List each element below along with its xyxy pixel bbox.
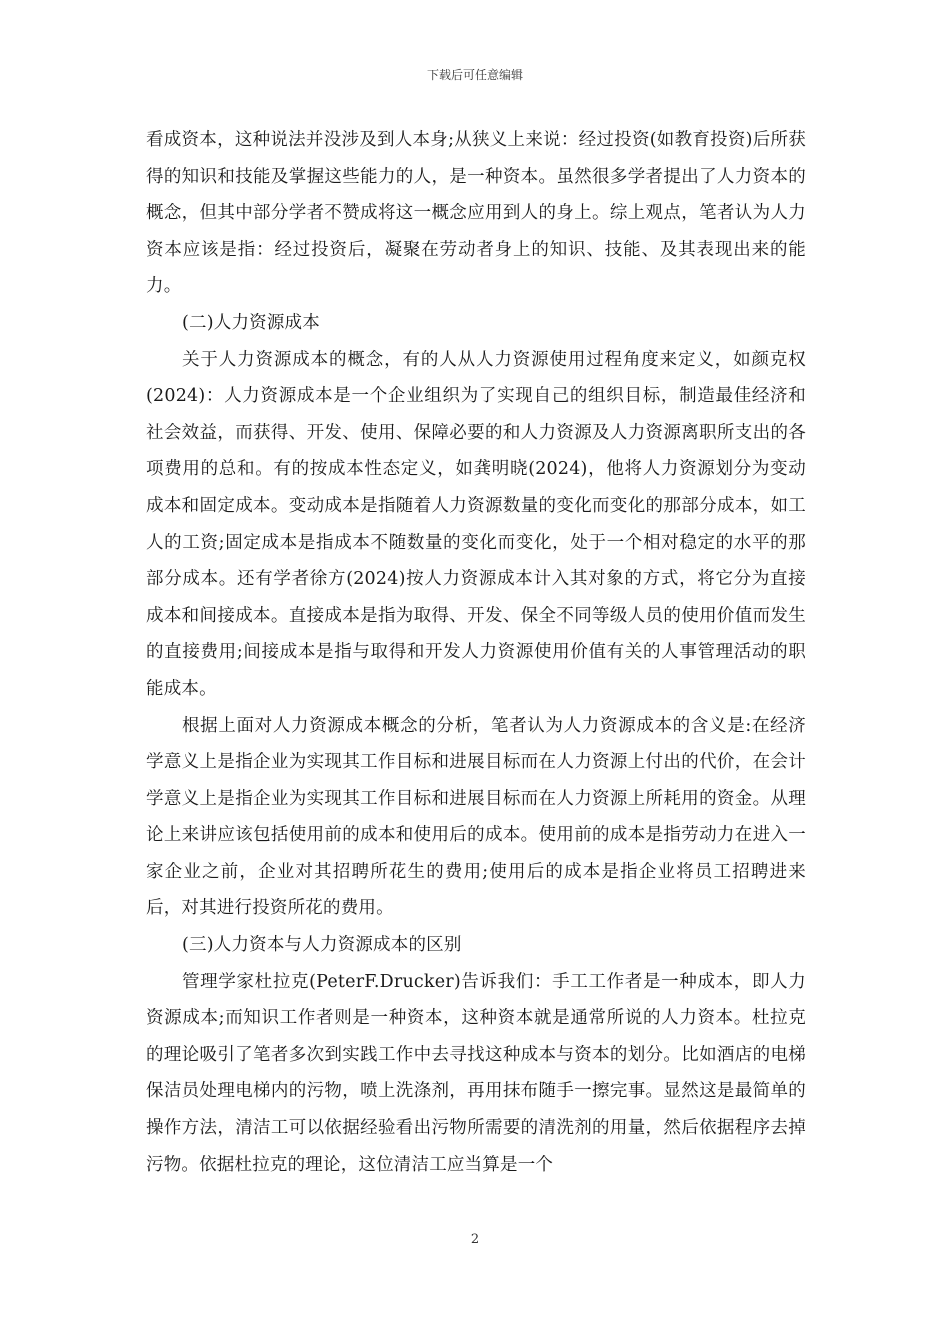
body-text	[146, 122, 806, 1183]
section-heading-3: (三)人力资本与人力资源成本的区别	[182, 935, 462, 956]
page-header: 下载后可任意编辑	[426, 68, 523, 82]
page-number: 2	[470, 1232, 480, 1247]
section-heading-2: (二)人力资源成本	[182, 312, 320, 333]
paragraph-hr-cost-definition: 关于人力资源成本的概念，有的人从人力资源使用过程角度来定义，如颜克权(2024)：人力资源成本是一个企业组织为了实现自己的组织目标，制造最佳经济和社会效益，而获得、开发、使用、保障必要的和人力资源及人力资源离职所支出的各项费用的总和。有的按成本性态定义，如龚明晓(2024)，他将人力资源划分为变动成本和固定成本。变动成本是指随着人力资源数量的变化而变化的那部分成本，如工人的工资;固定成本是指成本不随数量的变化而变化，处于一个相对稳定的水平的那部分成本。还有学者徐方(2024)按人力资源成本计入其对象的方式，将它分为直接成本和间接成本。直接成本是指为取得、开发、保全不同等级人员的使用价值而发生的直接费用;间接成本是指与取得和开发人力资源使用价值有关的人事管理活动的职能成本。	[146, 349, 806, 699]
paragraph-hr-cost-meaning: 根据上面对人力资源成本概念的分析，笔者认为人力资源成本的含义是:在经济学意义上是指企业为实现其工作目标和进展目标而在人力资源上付出的代价，在会计学意义上是指企业为实现其工作目标和进展目标而在人力资源上所耗用的资金。从理论上来讲应该包括使用前的成本和使用后的成本。使用前的成本是指劳动力在进入一家企业之前，企业对其招聘所花生的费用;使用后的成本是指企业将员工招聘进来后，对其进行投资所花的费用。	[146, 715, 806, 919]
paragraph-continuation: 看成资本，这种说法并没涉及到人本身;从狭义上来说：经过投资(如教育投资)后所获得的知识和技能及掌握这些能力的人，是一种资本。虽然很多学者提出了人力资本的概念，但其中部分学者不赞成将这一概念应用到人的身上。综上观点，笔者认为人力资本应该是指：经过投资后，凝聚在劳动者身上的知识、技能、及其表现出来的能力。	[146, 130, 806, 297]
paragraph-drucker: 管理学家杜拉克(PeterF.Drucker)告诉我们：手工工作者是一种成本，即人力资源成本;而知识工作者则是一种资本，这种资本就是通常所说的人力资本。杜拉克的理论吸引了笔者多次到实践工作中去寻找这种成本与资本的划分。比如酒店的电梯保洁员处理电梯内的污物，喷上洗涤剂，再用抹布随手一擦完事。显然这是最简单的操作方法，清洁工可以依据经验看出污物所需要的清洗剂的用量，然后依据程序去掉污物。依据杜拉克的理论，这位清洁工应当算是一个	[146, 971, 806, 1175]
